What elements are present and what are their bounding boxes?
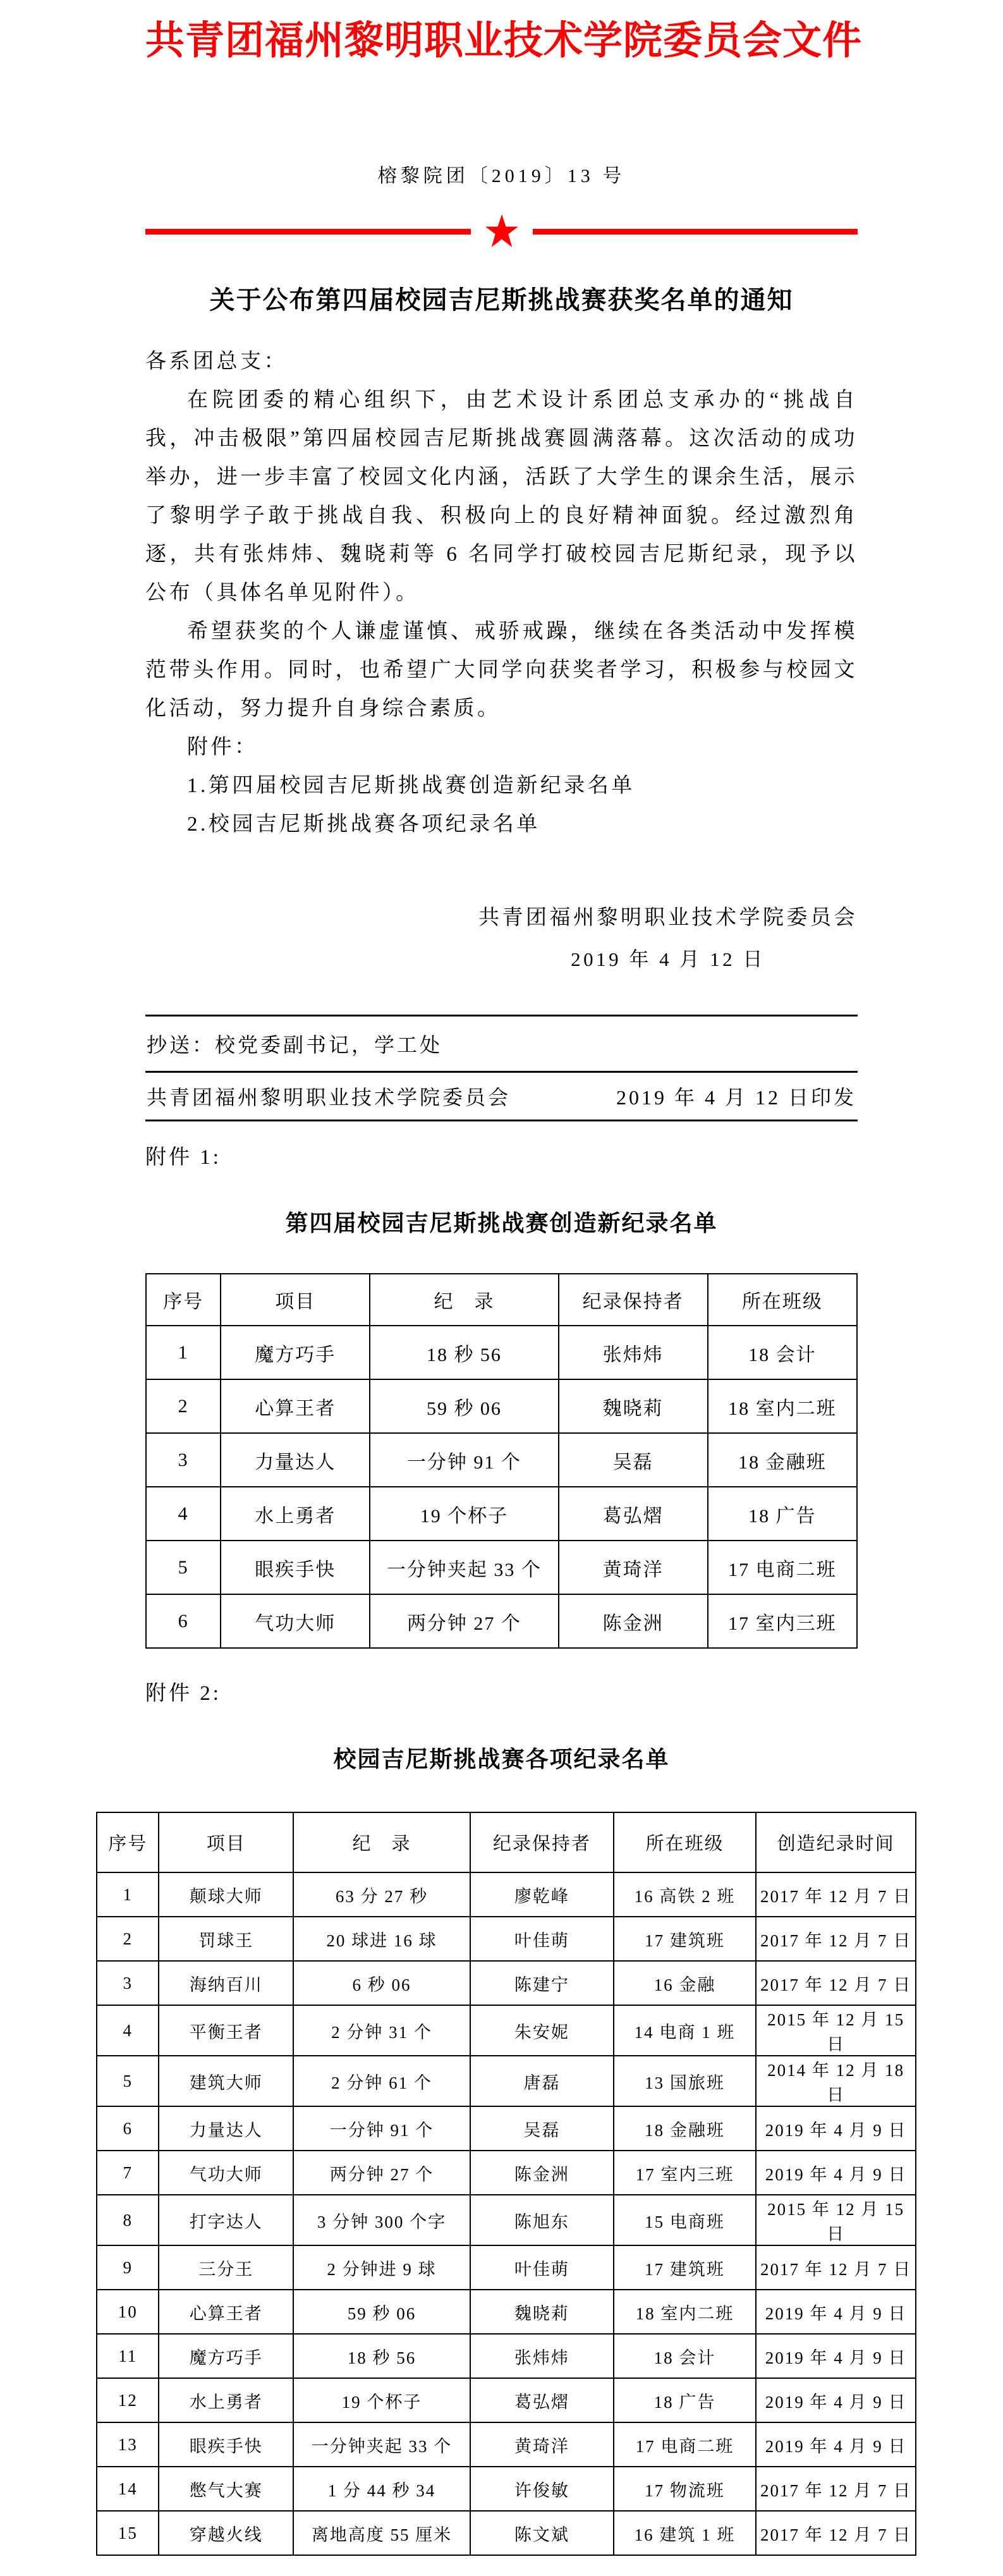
table-cell: 魏晓莉 [470, 2290, 614, 2334]
table-cell: 叶佳萌 [470, 2245, 614, 2290]
table-row [146, 1379, 857, 1433]
table-row [146, 1541, 857, 1594]
table-cell: 吴磊 [559, 1433, 708, 1487]
table-cell: 63 分 27 秒 [293, 1872, 470, 1917]
table-cell: 两分钟 27 个 [370, 1594, 558, 1648]
table-row [97, 2005, 916, 2056]
attachments-label: 附件： [187, 736, 258, 759]
table-cell: 魔方巧手 [159, 2334, 293, 2378]
column-header: 项目 [221, 1274, 370, 1326]
table-cell: 16 建筑 1 班 [614, 2511, 757, 2555]
attachment1-label: 附件 1: [145, 1146, 221, 1169]
table-cell: 张炜炜 [559, 1326, 708, 1379]
table-cell: 7 [97, 2151, 159, 2195]
table-cell: 陈金洲 [559, 1594, 708, 1648]
table-cell: 14 电商 1 班 [614, 2005, 757, 2056]
table-cell: 平衡王者 [159, 2005, 293, 2056]
table-cell: 2 [97, 1917, 159, 1961]
attachment2-title: 校园吉尼斯挑战赛各项纪录名单 [333, 1747, 670, 1772]
table-cell: 17 室内三班 [614, 2151, 757, 2195]
table-row [97, 2151, 916, 2195]
signature-org: 共青团福州黎明职业技术学院委员会 [478, 906, 858, 929]
table-cell: 廖乾峰 [470, 1872, 614, 1917]
table-cell: 吴磊 [470, 2106, 614, 2151]
issue-line [145, 1073, 858, 1120]
column-header: 序号 [97, 1812, 159, 1872]
attachment1-table [145, 1273, 858, 1649]
table-cell: 2 分钟进 9 球 [293, 2245, 470, 2290]
table-row [97, 2106, 916, 2151]
table-cell: 2017 年 12 月 7 日 [756, 2245, 916, 2290]
table-cell: 憋气大赛 [159, 2467, 293, 2511]
cc-line: 抄送：校党委副书记，学工处 [145, 1016, 858, 1073]
table-cell: 18 室内二班 [614, 2290, 757, 2334]
column-header: 纪 录 [293, 1812, 470, 1872]
table-cell: 14 [97, 2467, 159, 2511]
column-header: 纪 录 [370, 1274, 558, 1326]
table-cell: 18 秒 56 [293, 2334, 470, 2378]
table-cell: 1 [97, 1872, 159, 1917]
paragraph-1: 在院团委的精心组织下，由艺术设计系团总支承办的“挑战自我，冲击极限”第四届校园吉尼斯挑战赛圆满落幕。这次活动的成功举办，进一步丰富了校园文化内涵，活跃了大学生的课余生活，展示了黎明学子敢于挑战自我、积极向上的良好精神面貌。经过激烈角逐，共有张炜炜、魏晓莉等 6 名同学打破校园吉尼斯纪录，现予以公布（具体名单见附件）。 [145, 389, 858, 604]
signature-block [478, 901, 858, 972]
paragraph-2: 希望获奖的个人谦虚谨慎、戒骄戒躁，继续在各类活动中发挥模范带头作用。同时，也希望广大同学向获奖者学习，积极参与校园文化活动，努力提升自身综合素质。 [145, 620, 858, 720]
table-cell: 心算王者 [159, 2290, 293, 2334]
table-row [97, 2290, 916, 2334]
table-cell: 力量达人 [159, 2106, 293, 2151]
table-row [97, 2467, 916, 2511]
table-cell: 17 电商二班 [708, 1541, 857, 1594]
table-cell: 2019 年 4 月 9 日 [756, 2106, 916, 2151]
table-cell: 许俊敏 [470, 2467, 614, 2511]
attachment1-title: 第四届校园吉尼斯挑战赛创造新纪录名单 [285, 1211, 718, 1236]
table-cell: 18 广告 [708, 1487, 857, 1541]
table-cell: 2017 年 12 月 7 日 [756, 2511, 916, 2555]
table-cell: 气功大师 [221, 1594, 370, 1648]
table-cell: 陈旭东 [470, 2195, 614, 2245]
table-cell: 18 会计 [614, 2334, 757, 2378]
table-cell: 魏晓莉 [559, 1379, 708, 1433]
table-cell: 20 球进 16 球 [293, 1917, 470, 1961]
table-cell: 2 分钟 61 个 [293, 2056, 470, 2106]
attachment2-label: 附件 2: [145, 1682, 221, 1705]
table-cell: 15 [97, 2511, 159, 2555]
table-cell: 19 个杯子 [293, 2378, 470, 2422]
table-row [97, 2378, 916, 2422]
table-cell: 一分钟夹起 33 个 [293, 2422, 470, 2467]
table-cell: 59 秒 06 [370, 1379, 558, 1433]
table-cell: 叶佳萌 [470, 1917, 614, 1961]
column-header: 纪录保持者 [559, 1274, 708, 1326]
salutation: 各系团总支： [145, 350, 288, 373]
table-cell: 心算王者 [221, 1379, 370, 1433]
table-row [97, 1961, 916, 2005]
table-row [97, 1917, 916, 1961]
notice-body [145, 343, 858, 844]
table-row [146, 1326, 857, 1379]
table-cell: 18 室内二班 [708, 1379, 857, 1433]
table-row [97, 2056, 916, 2106]
issuer-org: 共青团福州黎明职业技术学院委员会 [147, 1086, 511, 1109]
table-cell: 5 [97, 2056, 159, 2106]
table-row [97, 2334, 916, 2378]
table-cell: 17 室内三班 [708, 1594, 857, 1648]
table-row [97, 2245, 916, 2290]
table-cell: 力量达人 [221, 1433, 370, 1487]
table-cell: 水上勇者 [159, 2378, 293, 2422]
table-cell: 2 分钟 31 个 [293, 2005, 470, 2056]
table-cell: 6 [146, 1594, 221, 1648]
table-cell: 3 分钟 300 个字 [293, 2195, 470, 2245]
table-cell: 3 [97, 1961, 159, 2005]
table-cell: 6 [97, 2106, 159, 2151]
red-bar-right [533, 229, 858, 235]
table-row [97, 2195, 916, 2245]
table-row [146, 1594, 857, 1648]
table-cell: 魔方巧手 [221, 1326, 370, 1379]
table-cell: 2019 年 4 月 9 日 [756, 2290, 916, 2334]
table-row [97, 2422, 916, 2467]
masthead-title: 共青团福州黎明职业技术学院委员会文件 [145, 20, 863, 63]
table-cell: 气功大师 [159, 2151, 293, 2195]
table-cell: 两分钟 27 个 [293, 2151, 470, 2195]
table-cell: 4 [146, 1487, 221, 1541]
table-cell: 眼疾手快 [221, 1541, 370, 1594]
table-cell: 2015 年 12 月 15 日 [756, 2005, 916, 2056]
table-cell: 朱安妮 [470, 2005, 614, 2056]
table-cell: 1 分 44 秒 34 [293, 2467, 470, 2511]
column-header: 序号 [146, 1274, 221, 1326]
table-cell: 8 [97, 2195, 159, 2245]
table-cell: 13 [97, 2422, 159, 2467]
table-cell: 2017 年 12 月 7 日 [756, 1961, 916, 2005]
table-cell: 黄琦洋 [470, 2422, 614, 2467]
table-cell: 18 广告 [614, 2378, 757, 2422]
table-cell: 唐磊 [470, 2056, 614, 2106]
column-header: 纪录保持者 [470, 1812, 614, 1872]
table-cell: 打字达人 [159, 2195, 293, 2245]
attachment-list-item-2: 2.校园吉尼斯挑战赛各项纪录名单 [187, 813, 540, 836]
table-cell: 3 [146, 1433, 221, 1487]
column-header: 所在班级 [614, 1812, 757, 1872]
table-cell: 15 电商班 [614, 2195, 757, 2245]
table-cell: 2019 年 4 月 9 日 [756, 2334, 916, 2378]
table-cell: 葛弘熠 [470, 2378, 614, 2422]
table-cell: 2014 年 12 月 18 日 [756, 2056, 916, 2106]
table-cell: 海纳百川 [159, 1961, 293, 2005]
table-cell: 18 会计 [708, 1326, 857, 1379]
table-cell: 穿越火线 [159, 2511, 293, 2555]
table-cell: 张炜炜 [470, 2334, 614, 2378]
table-cell: 18 金融班 [708, 1433, 857, 1487]
table-cell: 1 [146, 1326, 221, 1379]
table-cell: 17 建筑班 [614, 1917, 757, 1961]
table-cell: 2017 年 12 月 7 日 [756, 2467, 916, 2511]
table-row [97, 1872, 916, 1917]
red-bar-left [145, 229, 471, 235]
table-cell: 19 个杯子 [370, 1487, 558, 1541]
table-cell: 17 电商二班 [614, 2422, 757, 2467]
table-cell: 16 高铁 2 班 [614, 1872, 757, 1917]
table-row [97, 2511, 916, 2555]
table-cell: 2015 年 12 月 15 日 [756, 2195, 916, 2245]
attachment-list-item-1: 1.第四届校园吉尼斯挑战赛创造新纪录名单 [187, 774, 635, 797]
notice-title: 关于公布第四届校园吉尼斯挑战赛获奖名单的通知 [209, 286, 794, 314]
table-cell: 陈文斌 [470, 2511, 614, 2555]
table-cell: 59 秒 06 [293, 2290, 470, 2334]
cc-block [145, 1015, 858, 1121]
table-cell: 颠球大师 [159, 1872, 293, 1917]
column-header: 所在班级 [708, 1274, 857, 1326]
table-row [146, 1433, 857, 1487]
column-header: 项目 [159, 1812, 293, 1872]
table-cell: 建筑大师 [159, 2056, 293, 2106]
table-cell: 12 [97, 2378, 159, 2422]
table-cell: 2017 年 12 月 7 日 [756, 1917, 916, 1961]
table-cell: 2019 年 4 月 9 日 [756, 2422, 916, 2467]
table-cell: 罚球王 [159, 1917, 293, 1961]
red-star-icon [471, 214, 533, 248]
table-cell: 16 金融 [614, 1961, 757, 2005]
signature-date: 2019 年 4 月 12 日 [571, 948, 765, 970]
table-cell: 4 [97, 2005, 159, 2056]
table-cell: 2 [146, 1379, 221, 1433]
table-cell: 三分王 [159, 2245, 293, 2290]
table-cell: 陈建宁 [470, 1961, 614, 2005]
table-cell: 2019 年 4 月 9 日 [756, 2378, 916, 2422]
table-cell: 17 物流班 [614, 2467, 757, 2511]
table-cell: 10 [97, 2290, 159, 2334]
table-cell: 18 金融班 [614, 2106, 757, 2151]
table-cell: 一分钟 91 个 [293, 2106, 470, 2151]
table-cell: 5 [146, 1541, 221, 1594]
table-row [146, 1487, 857, 1541]
table-cell: 13 国旅班 [614, 2056, 757, 2106]
table-cell: 一分钟夹起 33 个 [370, 1541, 558, 1594]
table-cell: 2017 年 12 月 7 日 [756, 1872, 916, 1917]
attachment1-header-row [146, 1274, 857, 1326]
table-cell: 水上勇者 [221, 1487, 370, 1541]
table-cell: 陈金洲 [470, 2151, 614, 2195]
table-cell: 6 秒 06 [293, 1961, 470, 2005]
table-cell: 2019 年 4 月 9 日 [756, 2151, 916, 2195]
table-cell: 9 [97, 2245, 159, 2290]
table-cell: 眼疾手快 [159, 2422, 293, 2467]
table-cell: 17 建筑班 [614, 2245, 757, 2290]
table-cell: 葛弘熠 [559, 1487, 708, 1541]
issue-date: 2019 年 4 月 12 日印发 [616, 1086, 856, 1109]
red-separator [145, 214, 858, 248]
table-cell: 一分钟 91 个 [370, 1433, 558, 1487]
doc-number: 榕黎院团〔2019〕13 号 [377, 166, 626, 186]
attachment2-table [96, 1812, 916, 2556]
attachment2-header-row [97, 1812, 916, 1872]
table-cell: 11 [97, 2334, 159, 2378]
table-cell: 18 秒 56 [370, 1326, 558, 1379]
table-cell: 黄琦洋 [559, 1541, 708, 1594]
column-header: 创造纪录时间 [756, 1812, 916, 1872]
table-cell: 离地高度 55 厘米 [293, 2511, 470, 2555]
